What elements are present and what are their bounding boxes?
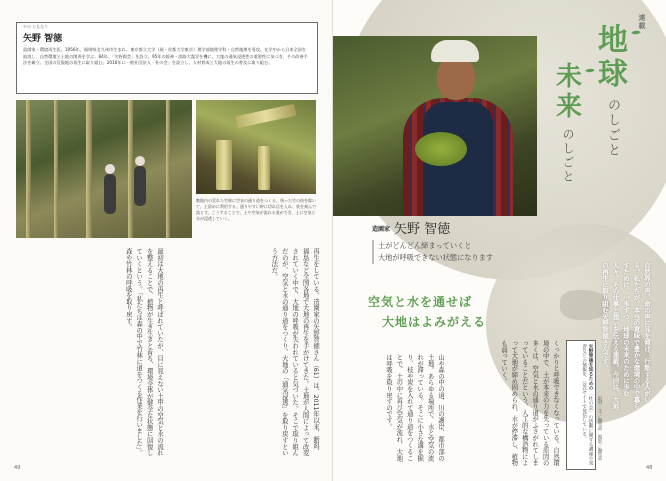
bamboo-forest-photo [16,100,192,238]
portrait-photo [333,36,537,216]
bamboo-culm [128,100,133,238]
bamboo-culm [86,100,92,238]
worker-figure [104,174,116,214]
profile-ruby: やの ともなり [23,24,49,29]
page-number: 49 [14,465,21,471]
quote-line: 土がどんどん締まっていくと [378,241,472,250]
photo-caption: 敷地内の荒れた竹林に空気の通り道をつくる。残った竹の枝を除いて、土留めに利用する。通りやすい幹に切れ目を入れ、枝を刻んで落とす。こうすることで、土や空気が流れる道ができ、土に空気と水が浸透していく。 [196,198,317,221]
note-text: 「杜の会」の活動に関する講座や実習などの情報を、公式サイトで発信している。 [581,344,593,466]
cut-culm [235,104,296,128]
moss-clump [415,132,467,166]
page-number: 48 [646,465,653,471]
portrait-face [437,56,475,100]
profile-name: 矢野 智徳 [23,34,63,44]
worker-figure [134,166,146,206]
heading-line: 大地はよみがえる [382,315,487,329]
pull-quote [372,240,548,264]
bamboo-culm [26,100,31,238]
intro-text: 自然界の声、命の声に耳を傾け、行動する人がいる。私たちが、本当の意味で豊かな環境の中で暮らすために、一歩ずつ、地球の未来のために歩む人々。その仕事と想いを伝える連載。今回は、大地の再生に取り組む矢野智徳さんです。 [601,262,651,410]
title-char: 球 [598,57,628,92]
bamboo-culm [166,100,170,238]
cut-culm [258,146,270,190]
profile-text: 造園家・環境再生医。1956年、福岡県北九州市生まれ。東京都立大学（現・首都大学東京）理学部地理学科・自然地理を専攻。在学中から日本全国を放浪し、自然環境と土地の関係を学ぶ。84年、「矢野園芸」を設立。95年の阪神・淡路大震災を機に、大地の通気浸透性の重要性に気づき、その改善手法を確立。全国の荒廃地の再生に取り組む。2016年に一般社団法人「杜の会」を設立し、人材育成と大地の再生の普及に取り組む。 [23,47,308,66]
cut-bamboo-photo [196,100,316,194]
series-tag: 連載 [638,14,646,30]
credit-line: 取材・文／編集部 撮影／編集部 [597,396,602,461]
title-char: 未 [556,62,583,92]
title-suffix: のしごと [605,98,620,158]
profile-box [16,22,318,94]
profession-label: 造園家 [372,226,391,233]
info-note-box [566,340,596,470]
title-suffix: のしごと [561,128,575,184]
portrait-cap [431,40,479,62]
note-title: 矢野智徳を知るための [588,344,593,390]
body-text-column: くっかりと呼吸できなくなっている。自然環境の中で、土が本来の力を失っている原因の多くは、空気と水の通り道がふさがれてしまっていることだという。人工的な構造物によって大地が締め固められ、水が停滞し、植物も弱っていく。 [499,340,559,466]
bamboo-culm [54,100,58,238]
body-text-column: 最初は大地の再生と呼ばれていたが、目に見えない土中の空気と水の流れを整えることで、植物が生き生きと育ち、環境全体が健全な状態に回復していくという。「私たちは森の中で竹林に道をつくる作業を行いました」。森や竹林の呼吸を取り戻す。 [124,248,163,456]
title-char: 地 [598,23,628,58]
body-text-column: 山や森の中の道、川の護岸、都市部の土地。あらゆる場所で、水と空気の流れが滞っている。そこに小さな溝を掘り、枝や炭を入れて通り道をつくることで、土の中に再び空気が流れ、大地は呼吸を取り戻すのです。 [384,354,444,462]
person-name: 矢野 智徳 [394,222,451,237]
section-heading [368,292,486,332]
cut-culm [216,140,232,190]
heading-line: 空気と水を通せば [368,295,473,309]
body-text-column: 再生をしている。造園家の矢野智徳さん（61）は、2011年以来、新潟、福島など全国各地で大地の再生を手がけてきた。土地が人間によって改変されていく中で、大地の呼吸が失われていると気づいた。そこで取り組んだのが、空気と水の通り道をつくり、大地の「通気浸透」を取り戻すという方法だ。 [270,248,319,456]
quote-line: 大地が呼吸できない状態になります [378,253,494,262]
title-char: 来 [556,92,583,122]
